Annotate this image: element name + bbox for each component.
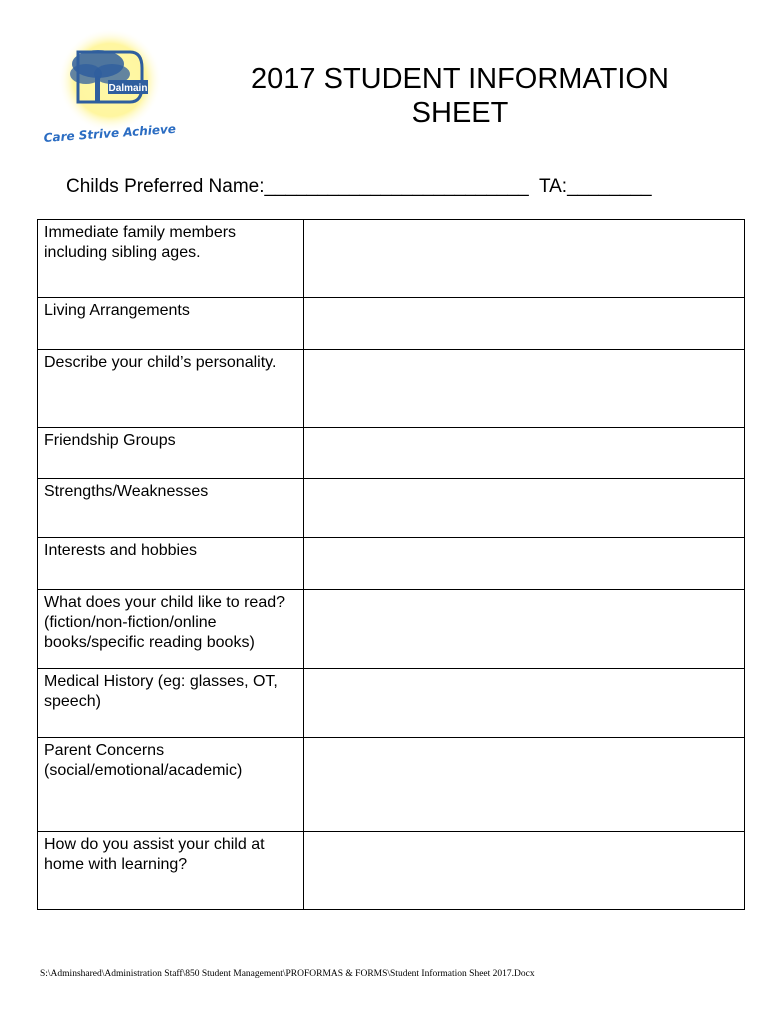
document-path-footer: S:\Adminshared\Administration Staff\850 Student Management\PROFORMAS & FORMS\Student Information Sheet 2017.Docx [40, 969, 535, 979]
table-row [38, 428, 745, 479]
row-label: Medical History (eg: glasses, OT, speech) [38, 669, 304, 738]
row-label: Strengths/Weaknesses [38, 479, 304, 538]
answer-cell[interactable] [304, 832, 745, 910]
ta-blank[interactable]: ________ [567, 176, 652, 197]
row-label: How do you assist your child at home with learning? [38, 832, 304, 910]
answer-cell[interactable] [304, 590, 745, 669]
table-row [38, 538, 745, 590]
ta-label: TA: [538, 176, 568, 197]
student-info-table [37, 219, 745, 910]
answer-cell[interactable] [304, 738, 745, 832]
answer-cell[interactable] [304, 220, 745, 298]
answer-cell[interactable] [304, 298, 745, 350]
answer-cell[interactable] [304, 538, 745, 590]
table-row [38, 590, 745, 669]
school-logo [38, 24, 198, 154]
answer-cell[interactable] [304, 479, 745, 538]
table-row [38, 832, 745, 910]
row-label: Friendship Groups [38, 428, 304, 479]
table-row [38, 220, 745, 298]
dalmain-tree-logo-icon [38, 24, 198, 154]
page-title [215, 62, 705, 130]
name-field-line [66, 176, 652, 198]
table-row [38, 669, 745, 738]
row-label: Parent Concerns (social/emotional/academic) [38, 738, 304, 832]
title-line-1: 2017 STUDENT INFORMATION [251, 63, 669, 95]
preferred-name-blank[interactable]: _________________________ [264, 176, 529, 197]
row-label: Interests and hobbies [38, 538, 304, 590]
title-line-2: SHEET [411, 97, 509, 129]
preferred-name-label: Childs Preferred Name: [66, 176, 265, 197]
table-row [38, 298, 745, 350]
row-label: Describe your child’s personality. [38, 350, 304, 428]
logo-motto: Care Strive Achieve [43, 121, 177, 145]
row-label: Living Arrangements [38, 298, 304, 350]
table-row [38, 738, 745, 832]
logo-school-name: Dalmain [108, 83, 148, 94]
row-label: Immediate family members including sibling ages. [38, 220, 304, 298]
answer-cell[interactable] [304, 428, 745, 479]
answer-cell[interactable] [304, 669, 745, 738]
table-row [38, 350, 745, 428]
row-label: What does your child like to read? (fiction/non-fiction/online books/specific reading books) [38, 590, 304, 669]
table-row [38, 479, 745, 538]
answer-cell[interactable] [304, 350, 745, 428]
